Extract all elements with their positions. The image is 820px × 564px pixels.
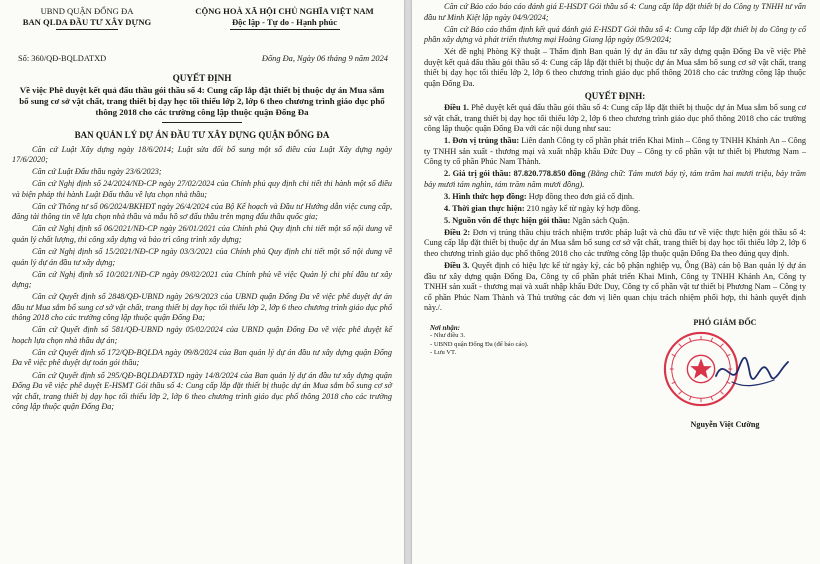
citation: Căn cứ Nghị định số 15/2021/NĐ-CP ngày 03/3/2021 của Chính phủ Quy định chi tiết một số nội dung về quản lý dự án đầu tư xây dựng; (12, 247, 392, 267)
item-2 (424, 169, 806, 190)
issuing-authority: BAN QUẢN LÝ DỰ ÁN ĐẦU TƯ XÂY DỰNG QUẬN ĐỐNG ĐA (74, 129, 330, 140)
signature-area (424, 318, 806, 438)
recipient-item: - Lưu VT. (430, 349, 457, 357)
recipient-item: - UBND quận Đống Đa (để báo cáo). (430, 340, 529, 348)
article-3 (424, 261, 806, 314)
signer-title: PHÓ GIÁM ĐỐC (693, 317, 757, 327)
document-page-left (0, 0, 404, 564)
item-2-label: 2. Giá trị gói thầu: (444, 169, 512, 179)
article-1 (424, 103, 806, 135)
national-block (177, 6, 392, 30)
citation: Căn cứ Quyết định số 172/QĐ-BQLDA ngày 09/8/2024 của Ban quản lý dự án đầu tư xây dựng quận Đống Đa về việc phê duyệt dự toán gói thầu; (12, 347, 392, 368)
recipient-item: - Như điều 3. (430, 332, 466, 340)
handwritten-signature-icon (710, 342, 790, 402)
nation-title: CỘNG HOÀ XÃ HỘI CHỦ NGHĨA VIỆT NAM (195, 6, 374, 16)
item-1-text: Liên danh Công ty cổ phần phát triển Khai Minh – Công ty TNHH Khánh An – Công ty TNHH sản xuất - thương mại và xuất nhập khẩu Đức Duy – Công ty cổ phần vật tư thiết bị Phương Nam – Công ty cổ phần Phúc Nam Thành. (424, 136, 806, 167)
article-3-text: Quyết định có hiệu lực kể từ ngày ký, các bộ phận nghiệp vụ, Ông (Bà) cán bộ Ban quản lý dự án đầu tư xây dựng quận Đống Đa, Công ty cổ phần phát triển Khai Minh, Công ty TNHH Khánh An, Công ty TNHH sản xuất - thương mại và xuất nhập khẩu Đức Duy, Công ty cổ phần vật tư thiết bị Phương Nam – Công ty cổ phần Phúc Nam Thành và Thủ trưởng các đơn vị liên quan chịu trách nhiệm phối hợp, thi hành quyết định này./. (424, 261, 806, 313)
article-2-text: Đơn vị trúng thầu chịu trách nhiệm trước pháp luật và chủ đầu tư về việc thực hiện gói thầu số 4: Cung cấp lắp đặt thiết bị thuộc dự án Mua sắm bổ sung cơ sở vật chất, trang thiết bị dạy học tối thiểu lớp 2, lớp 6 theo chương trình giáo dục phổ thông 2018 cho các trường công lập thuộc quận Đống Đa theo đúng quy định. (424, 227, 806, 259)
agency-parent: UBND QUẬN ĐỐNG ĐA (40, 6, 134, 16)
recipients-block (430, 324, 529, 358)
article-3-label: Điều 3. (444, 261, 470, 270)
item-4-text: 210 ngày kể từ ngày ký hợp đồng. (526, 203, 641, 213)
item-4-label: 4. Thời gian thực hiện: (444, 203, 525, 213)
item-5 (424, 216, 806, 227)
item-2-value: 87.820.778.850 đồng (513, 169, 586, 179)
citation: Căn cứ Quyết định số 581/QĐ-UBND ngày 05/02/2024 của UBND quận Đống Đa về việc phê duyệt kế hoạch lựa chọn nhà thầu dự án; (12, 325, 392, 345)
citation: Căn cứ Nghị định số 06/2021/NĐ-CP ngày 26/01/2021 của Chính phủ Quy định chi tiết một số nội dung về quản lý chất lượng, thi công xây dựng và bảo trì công trình xây dựng; (12, 224, 392, 244)
article-2-label: Điều 2: (444, 227, 471, 237)
article-1-label: Điều 1. (444, 102, 470, 112)
issue-date: Đống Đa, Ngày 06 tháng 9 năm 2024 (261, 54, 388, 63)
citation: Căn cứ Báo cáo thẩm định kết quả đánh giá E-HSDT Gói thầu số 4: Cung cấp lắp đặt thiết bị do Công ty cổ phần xây dựng và phát triển thương mại Hoàng Giang lập ngày 05/9/2024; (424, 24, 806, 45)
citation: Căn cứ Quyết định số 295/QĐ-BQLDAĐTXD ngày 14/8/2024 của Ban quản lý dự án đầu tư xây dựng quận Đống Đa về việc phê duyệt E-HSMT Gói thầu số 4: Cung cấp lắp đặt thiết bị thuộc dự án Mua sắm bổ sung cơ sở vật chất, trang thiết bị dạy học tối thiểu lớp 2, lớp 6 theo chương trình giáo dục phổ thông 2018 cho các trường công lập thuộc quận Đống Đa; (12, 370, 392, 412)
agency-name: BAN QLDA ĐẦU TƯ XÂY DỰNG (22, 17, 152, 27)
citations-list (12, 145, 392, 413)
item-4 (424, 204, 806, 215)
agency-underline (56, 29, 118, 30)
citation: Căn cứ Luật Xây dựng ngày 18/6/2014; Luật sửa đổi bổ sung một số điều của Luật Xây dựng ngày 17/6/2020; (12, 144, 392, 165)
article-2 (424, 228, 806, 260)
document-title: QUYẾT ĐỊNH (172, 73, 232, 83)
citation: Căn cứ Luật Đấu thầu ngày 23/6/2023; (32, 167, 162, 177)
citation: Căn cứ Thông tư số 06/2024/BKHĐT ngày 26/4/2024 của Bộ Kế hoạch và Đầu tư Hướng dẫn việc cung cấp, đăng tải thông tin về lựa chọn nhà thầu và mẫu hồ sơ đấu thầu trên mạng đấu thầu quốc gia; (12, 201, 392, 222)
agency-block (12, 6, 162, 30)
citation: Căn cứ Báo cáo báo cáo đánh giá E-HSDT Gói thầu số 4: Cung cấp lắp đặt thiết bị do Công ty TNHH tư vấn đầu tư Minh Kiệt lập ngày 04/9/2024; (424, 2, 806, 22)
document-header (12, 0, 392, 72)
citation: Căn cứ Quyết định số 2848/QĐ-UBND ngày 26/9/2023 của UBND quận Đống Đa về việc phê duyệt dự án đầu tư Mua sắm bổ sung cơ sở vật chất, trang thiết bị dạy học tối thiểu lớp 2, lớp 6 theo chương trình giáo dục phổ thông 2018 cho các trường công lập thuộc quận Đống Đa; (12, 292, 392, 323)
item-3 (424, 192, 806, 203)
signature-block (650, 317, 800, 429)
item-5-text: Ngân sách Quận. (572, 215, 630, 225)
article-1-text: Phê duyệt kết quả đấu thầu gói thầu số 4: Cung cấp lắp đặt thiết bị thuộc dự án Mua sắm bổ sung cơ sở vật chất, trang thiết bị dạy học tối thiểu lớp 2, lớp 6 theo chương trình giáo dục phổ thông 2018 cho các trường công lập thuộc quận Đống Đa với các nội dung như sau: (424, 102, 807, 134)
item-2-words: (Bằng chữ: Tám mươi bảy tỷ, tám trăm hai mươi triệu, bảy trăm bảy mươi tám nghìn, tám trăm năm mươi đồng). (424, 169, 807, 189)
item-5-label: 5. Nguồn vốn để thực hiện gói thầu: (444, 215, 571, 225)
recipients-heading: Nơi nhận: (430, 323, 461, 332)
signer-name: Nguyễn Việt Cường (690, 419, 760, 429)
reference-number: Số: 360/QĐ-BQLDATXD (18, 54, 107, 63)
document-subject: Về việc Phê duyệt kết quả đấu thầu gói thầu số 4: Cung cấp lắp đặt thiết bị thuộc dự án Mua sắm bổ sung cơ sở vật chất, trang thiết bị dạy học tối thiểu lớp 2, lớp 6 theo chương trình giáo dục phổ thông 2018 cho các trường công lập thuộc quận Đống Đa (19, 85, 385, 118)
citation: Căn cứ Nghị định số 24/2024/NĐ-CP ngày 27/02/2024 của Chính phủ quy định chi tiết thi hành một số điều và biện pháp thi hành Luật Đấu thầu về lựa chọn nhà thầu; (12, 179, 392, 199)
document-page-right (412, 0, 820, 564)
consideration-paragraph: Xét đề nghị Phòng Kỹ thuật – Thẩm định Ban quản lý dự án đầu tư xây dựng quận Đống Đa về việc Phê duyệt kết quả đấu thầu gói thầu số 4: Cung cấp lắp đặt thiết bị thuộc dự án Mua sắm bổ sung cơ sở vật chất, trang thiết bị dạy học tối thiểu lớp 2, lớp 6 theo chương trình giáo dục phổ thông 2018 cho các trường công lập thuộc quận Đống Đa. (424, 47, 806, 88)
item-3-label: 3. Hình thức hợp đồng: (444, 191, 527, 201)
item-1-label: 1. Đơn vị trúng thầu: (444, 136, 520, 146)
item-3-text: Hợp đồng theo đơn giá cố định. (528, 191, 635, 201)
subject-underline (162, 122, 242, 123)
motto: Độc lập - Tự do - Hạnh phúc (231, 17, 338, 27)
motto-underline (230, 29, 340, 30)
decision-heading: QUYẾT ĐỊNH: (584, 90, 646, 101)
item-1 (424, 136, 806, 168)
citation: Căn cứ Nghị định số 10/2021/NĐ-CP ngày 09/02/2021 của Chính phủ về việc Quản lý chi phí đầu tư xây dựng; (12, 269, 392, 290)
